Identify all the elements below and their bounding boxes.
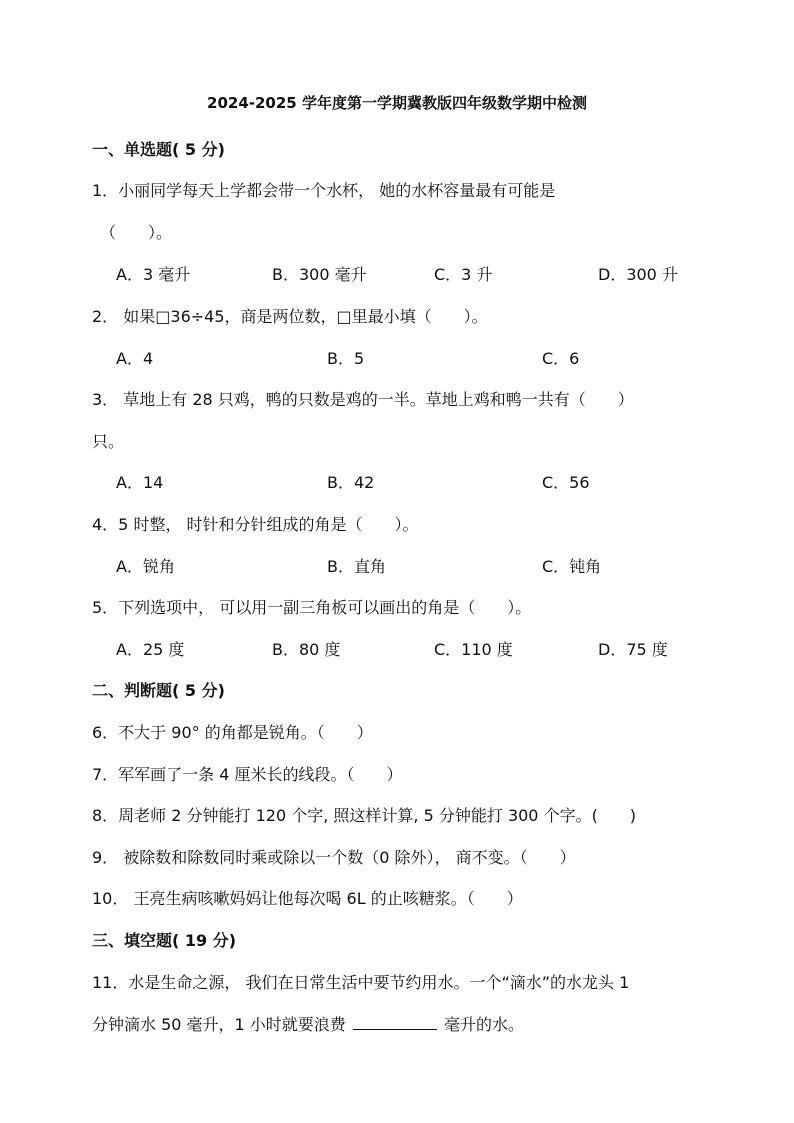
question-4-option-a[interactable]: A．锐角: [116, 557, 175, 576]
question-5-option-c[interactable]: C．110 度: [434, 640, 513, 659]
question-1-option-d[interactable]: D．300 升: [598, 265, 678, 284]
question-5-option-b[interactable]: B．80 度: [272, 640, 341, 659]
question-3-option-c[interactable]: C．56: [542, 473, 590, 492]
question-4-option-c[interactable]: C．钝角: [542, 557, 602, 576]
question-1-option-c[interactable]: C．3 升: [434, 265, 493, 284]
question-3-text: 3． 草地上有 28 只鸡，鸭的只数是鸡的一半。草地上鸡和鸭一共有（ ）: [92, 390, 634, 409]
question-8-text: 8．周老师 2 分钟能打 120 个字, 照这样计算, 5 分钟能打 300 个字。( ): [92, 806, 637, 825]
question-5-option-d[interactable]: D．75 度: [598, 640, 668, 659]
page-title: 2024-2025 学年度第一学期冀教版四年级数学期中检测: [207, 94, 587, 112]
question-7-text: 7．军军画了一条 4 厘米长的线段。（ ）: [92, 765, 403, 784]
section-heading-single-choice: 一、单选题( 5 分): [92, 140, 225, 159]
question-3-option-b[interactable]: B．42: [327, 473, 375, 492]
question-11-text-before-blank: 分钟滴水 50 毫升，1 小时就要浪费: [92, 1015, 346, 1034]
question-1-option-a[interactable]: A．3 毫升: [116, 265, 191, 284]
question-2-option-b[interactable]: B．5: [327, 349, 365, 368]
question-11-text-cont: [92, 1012, 524, 1035]
question-11-text-after-blank: 毫升的水。: [444, 1015, 525, 1034]
question-4-option-b[interactable]: B．直角: [327, 557, 386, 576]
question-1-option-b[interactable]: B．300 毫升: [272, 265, 367, 284]
answer-blank[interactable]: [353, 1015, 437, 1030]
question-1-text: 1．小丽同学每天上学都会带一个水杯， 她的水杯容量最有可能是: [92, 181, 556, 200]
question-11-text: 11．水是生命之源， 我们在日常生活中要节约用水。一个“滴水”的水龙头 1: [92, 973, 630, 992]
question-4-text: 4．5 时整， 时针和分针组成的角是（ ）。: [92, 515, 419, 534]
question-1-text-cont: （ ）。: [100, 223, 173, 242]
question-2-option-a[interactable]: A．4: [116, 349, 154, 368]
question-5-text: 5．下列选项中， 可以用一副三角板可以画出的角是（ ）。: [92, 598, 532, 617]
question-5-option-a[interactable]: A．25 度: [116, 640, 185, 659]
section-heading-fill-blank: 三、填空题( 19 分): [92, 931, 237, 950]
question-3-option-a[interactable]: A．14: [116, 473, 164, 492]
question-9-text: 9． 被除数和除数同时乘或除以一个数（0 除外）， 商不变。（ ）: [92, 848, 576, 867]
question-6-text: 6．不大于 90° 的角都是锐角。（ ）: [92, 723, 373, 742]
question-10-text: 10． 王亮生病咳嗽妈妈让他每次喝 6L 的止咳糖浆。（ ）: [92, 889, 523, 908]
question-2-option-c[interactable]: C．6: [542, 349, 580, 368]
section-heading-true-false: 二、判断题( 5 分): [92, 681, 225, 700]
question-2-text: 2． 如果□36÷45，商是两位数，□里最小填（ ）。: [92, 307, 488, 326]
question-3-text-cont: 只。: [92, 432, 125, 451]
